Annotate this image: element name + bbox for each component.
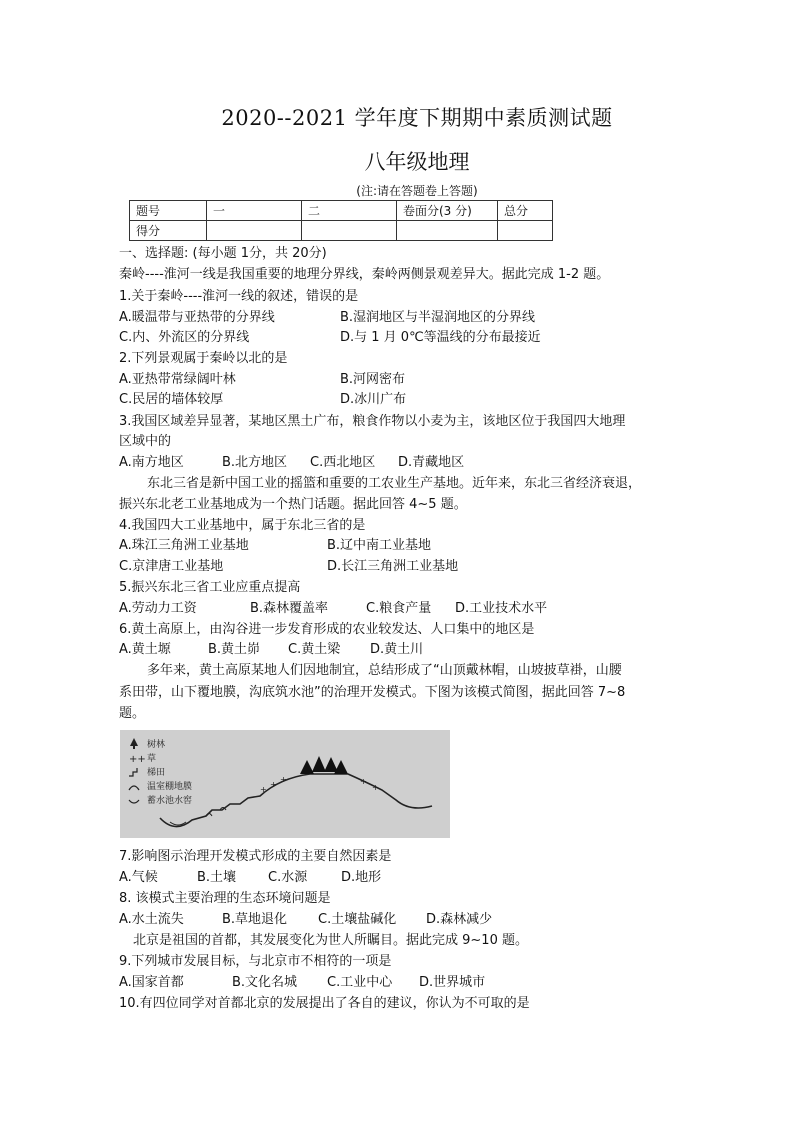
answer-note: (注:请在答题卷上答题) xyxy=(356,184,478,198)
option-c: C.西北地区 xyxy=(310,455,376,470)
question-stem: 2.下列景观属于秦岭以北的是 xyxy=(119,351,288,366)
option-a: A.气候 xyxy=(119,870,158,885)
passage-intro: 北京是祖国的首都，其发展变化为世人所瞩目。据此完成 9~10 题。 xyxy=(133,933,528,948)
option-d: D.工业技术水平 xyxy=(455,601,548,616)
option-c: C.土壤盐碱化 xyxy=(318,912,397,927)
question-stem: 4.我国四大工业基地中，属于东北三省的是 xyxy=(119,518,366,533)
score-header-cell: 一 xyxy=(207,201,302,221)
score-table-score-row xyxy=(130,221,553,241)
option-a: A.暖温带与亚热带的分界线 xyxy=(119,310,275,325)
score-row-label: 得分 xyxy=(130,221,207,241)
option-b: B.文化名城 xyxy=(232,975,298,990)
question-stem: 9.下列城市发展目标，与北京市不相符的一项是 xyxy=(119,954,392,969)
option-c: C.水源 xyxy=(268,870,308,885)
score-cell xyxy=(498,221,553,241)
option-c: C.粮食产量 xyxy=(366,601,432,616)
passage-intro-continued: 系田带，山下覆地膜，沟底筑水池”的治理开发模式。下图为该模式简图，据此回答 7~8 xyxy=(119,685,626,700)
option-a: A.亚热带常绿阔叶林 xyxy=(119,372,236,387)
question-stem: 7.影响图示治理开发模式形成的主要自然因素是 xyxy=(119,849,392,864)
score-table-header-row xyxy=(130,201,553,221)
question-stem: 10.有四位同学对首都北京的发展提出了各自的建议，你认为不可取的是 xyxy=(119,996,530,1011)
question-stem: 5.振兴东北三省工业应重点提高 xyxy=(119,580,301,595)
score-cell xyxy=(302,221,397,241)
option-d: D.冰川广布 xyxy=(340,392,407,407)
option-a: A.劳动力工资 xyxy=(119,601,197,616)
score-cell xyxy=(207,221,302,241)
option-b: B.北方地区 xyxy=(222,455,288,470)
terrace-model-figure xyxy=(120,730,450,838)
option-b: B.辽中南工业基地 xyxy=(327,538,432,553)
passage-intro-continued: 振兴东北老工业基地成为一个热门话题。据此回答 4~5 题。 xyxy=(119,497,467,512)
score-cell xyxy=(397,221,498,241)
option-d: D.地形 xyxy=(341,870,382,885)
svg-text:+: + xyxy=(280,775,287,784)
score-table xyxy=(129,200,553,241)
option-c: C.民居的墙体较厚 xyxy=(119,392,224,407)
option-b: B.草地退化 xyxy=(222,912,288,927)
terrace-model-diagram xyxy=(120,730,450,838)
svg-text:+: + xyxy=(360,777,367,786)
option-a: A.黄土塬 xyxy=(119,642,171,657)
question-stem-continued: 区域中的 xyxy=(119,434,172,449)
option-b: B.河网密布 xyxy=(340,372,406,387)
svg-text:+: + xyxy=(270,780,277,789)
legend-label-grass: 草 xyxy=(147,754,157,764)
section-heading: 一、选择题: (每小题 1分，共 20分) xyxy=(119,246,327,261)
passage-intro: 秦岭----淮河一线是我国重要的地理分界线，秦岭两侧景观差异大。据此完成 1-2 题。 xyxy=(119,267,610,282)
option-d: D.黄土川 xyxy=(370,642,424,657)
option-b: B.湿润地区与半湿润地区的分界线 xyxy=(340,310,536,325)
option-c: C.内、外流区的分界线 xyxy=(119,330,250,345)
question-stem: 1.关于秦岭----淮河一线的叙述，错误的是 xyxy=(119,289,359,304)
option-b: B.土壤 xyxy=(197,870,237,885)
option-c: C.黄土梁 xyxy=(288,642,341,657)
score-header-cell: 总分 xyxy=(498,201,553,221)
score-header-cell: 二 xyxy=(302,201,397,221)
score-header-cell: 题号 xyxy=(130,201,207,221)
option-c: C.京津唐工业基地 xyxy=(119,559,224,574)
option-a: A.南方地区 xyxy=(119,455,184,470)
legend-label-forest: 树林 xyxy=(147,740,166,750)
grass-legend-icon xyxy=(129,754,146,765)
legend-label-greenhouse: 温室棚地膜 xyxy=(147,782,193,792)
option-b: B.森林覆盖率 xyxy=(250,601,329,616)
passage-intro: 东北三省是新中国工业的摇篮和重要的工农业生产基地。近年来，东北三省经济衰退， xyxy=(147,476,642,491)
legend-label-reservoir: 蓄水池水窖 xyxy=(147,796,193,806)
passage-intro-continued: 题。 xyxy=(119,706,146,721)
question-stem: 8. 该模式主要治理的生态环境问题是 xyxy=(119,891,331,906)
option-b: B.黄土峁 xyxy=(208,642,261,657)
option-a: A.水土流失 xyxy=(119,912,184,927)
passage-intro: 多年来，黄土高原某地人们因地制宜，总结形成了“山顶戴林帽，山坡披草褂，山腰 xyxy=(147,663,622,678)
option-d: D.长江三角洲工业基地 xyxy=(327,559,459,574)
question-stem: 3.我国区域差异显著，某地区黑土广布，粮食作物以小麦为主，该地区位于我国四大地理 xyxy=(119,414,626,429)
svg-text:++: ++ xyxy=(129,754,146,765)
svg-text:+: + xyxy=(372,783,379,792)
option-d: D.青藏地区 xyxy=(398,455,465,470)
option-d: D.与 1 月 0℃等温线的分布最接近 xyxy=(340,330,541,345)
option-a: A.国家首都 xyxy=(119,975,184,990)
option-a: A.珠江三角洲工业基地 xyxy=(119,538,249,553)
question-stem: 6.黄土高原上，由沟谷进一步发育形成的农业较发达、人口集中的地区是 xyxy=(119,622,535,637)
svg-text:+: + xyxy=(260,785,267,794)
page-title: 2020--2021 学年度下期期中素质测试题 xyxy=(221,106,613,130)
option-d: D.森林减少 xyxy=(426,912,493,927)
legend-label-terrace: 梯田 xyxy=(147,768,166,778)
option-c: C.工业中心 xyxy=(327,975,393,990)
score-header-cell: 卷面分(3 分) xyxy=(397,201,498,221)
option-d: D.世界城市 xyxy=(419,975,486,990)
page-subtitle: 八年级地理 xyxy=(364,150,470,174)
